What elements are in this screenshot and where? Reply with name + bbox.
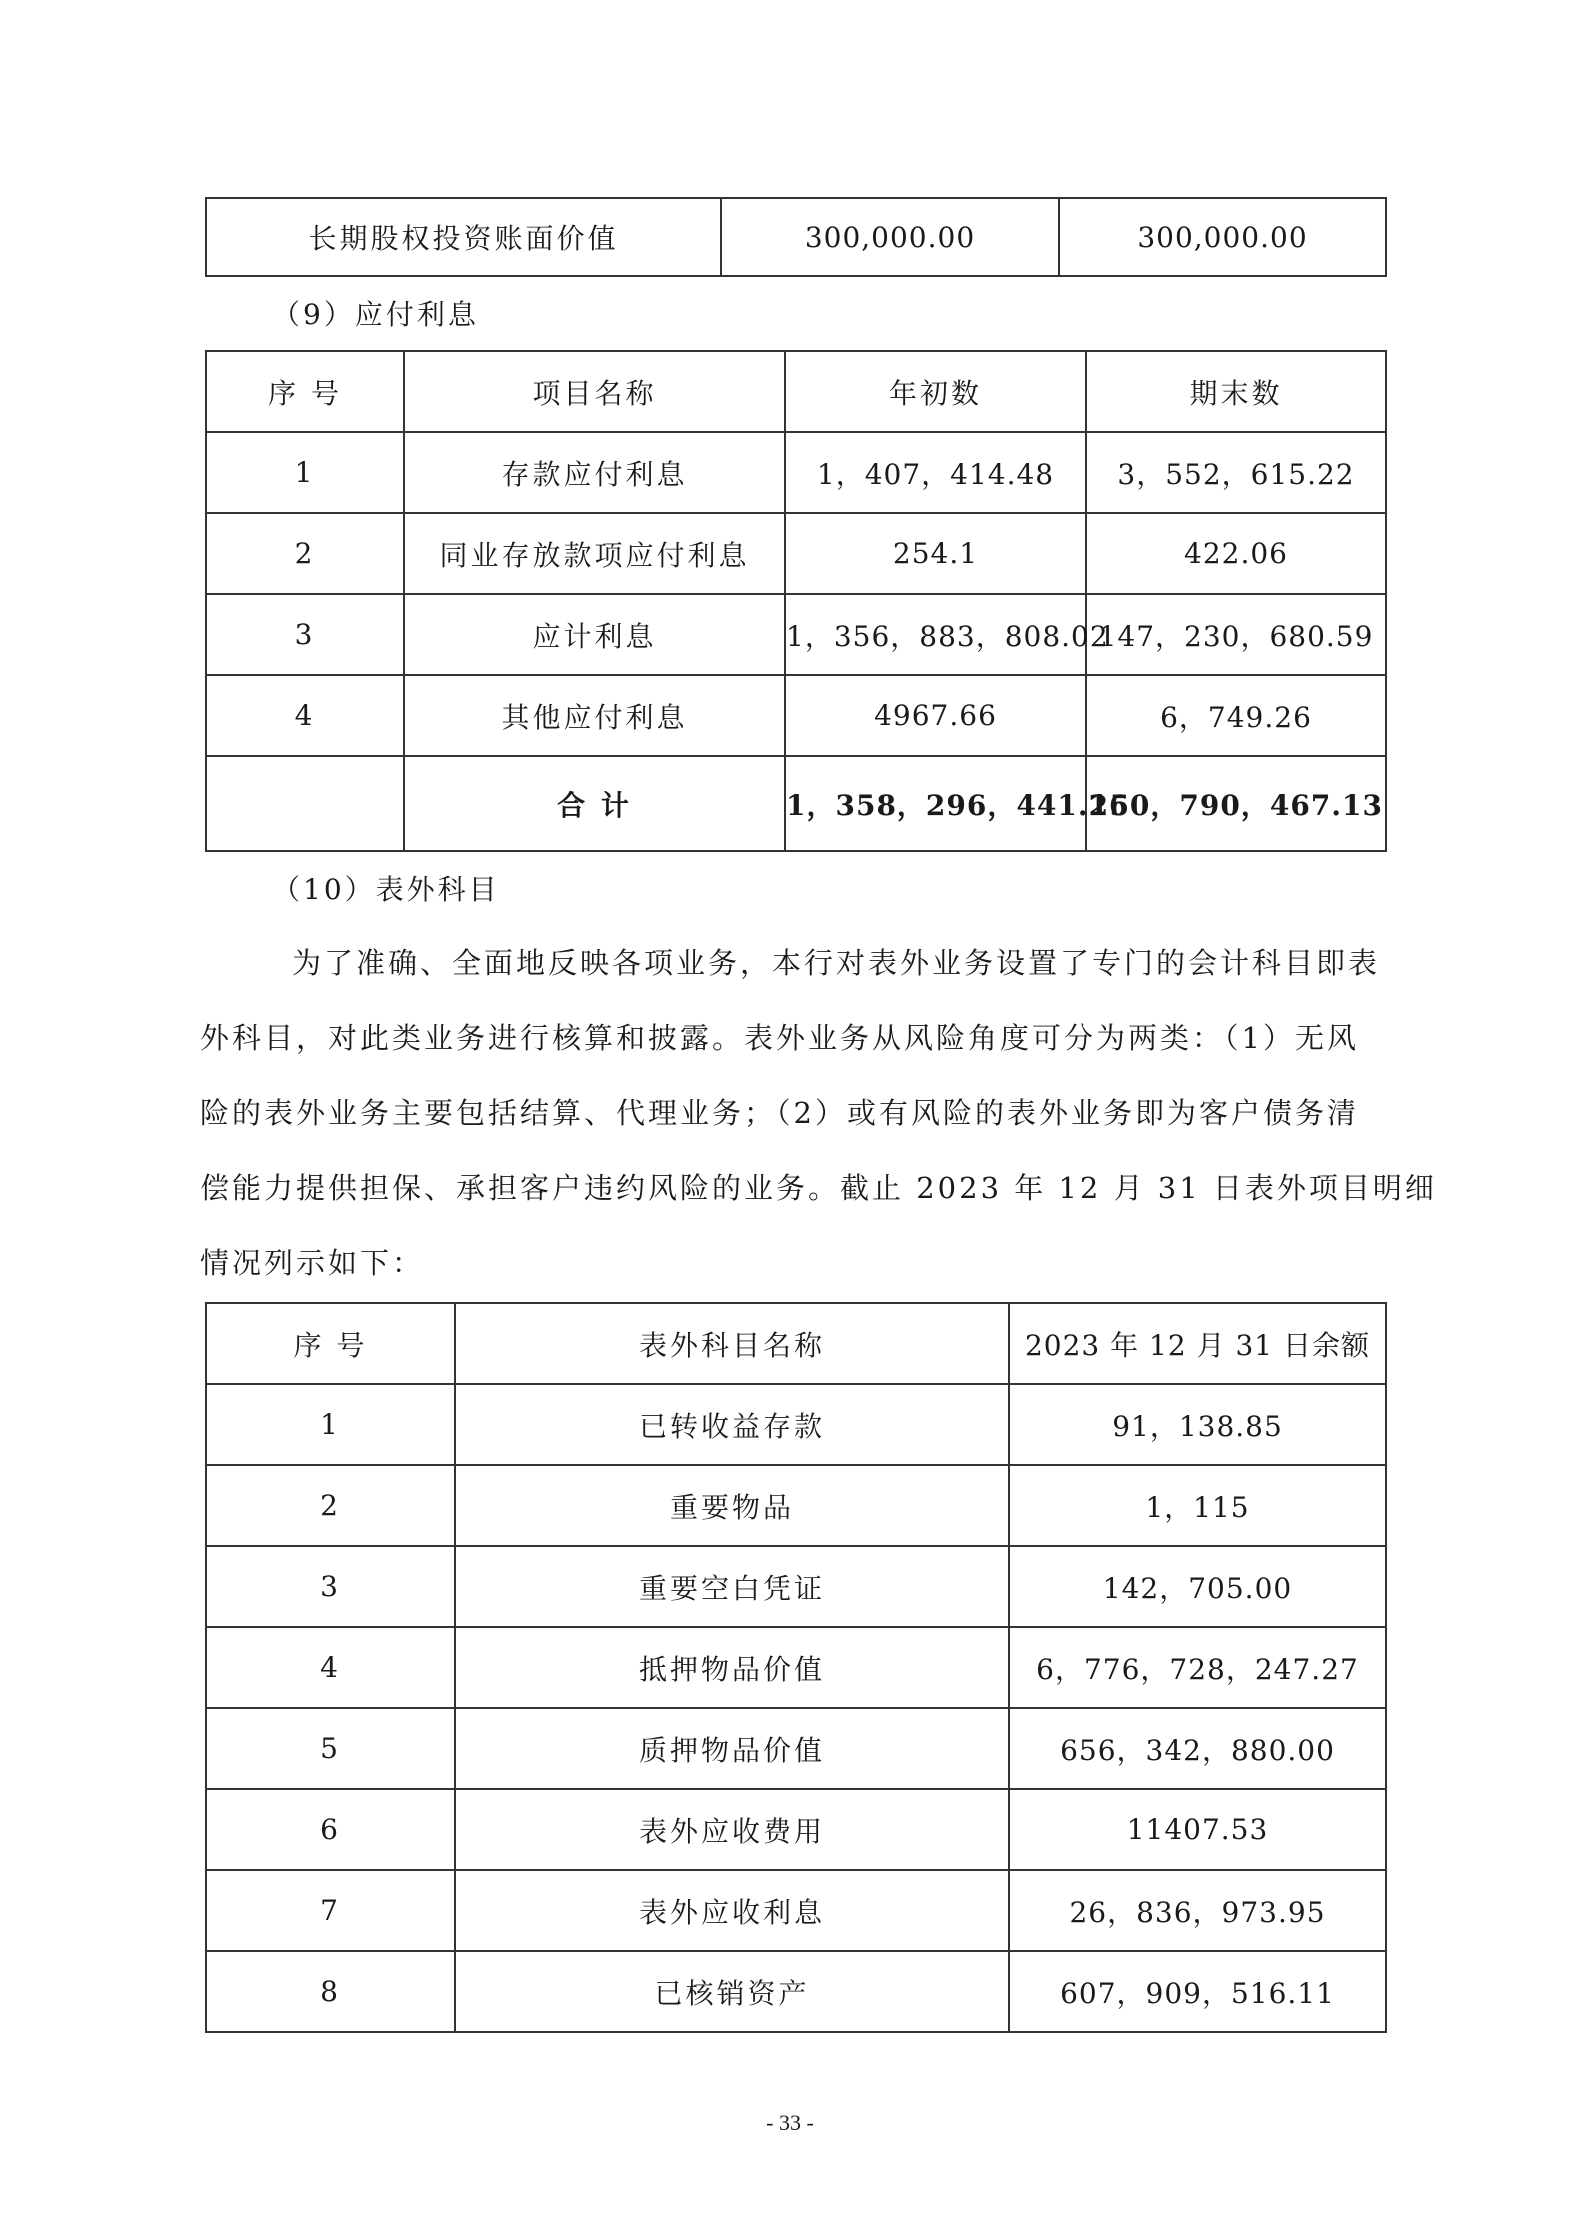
row-number: 1: [206, 1384, 455, 1465]
row-number: 8: [206, 1951, 455, 2032]
row-number: 3: [206, 594, 404, 675]
total-empty-cell: [206, 756, 404, 851]
table-row: [206, 1789, 1386, 1870]
header-cell: 项目名称: [404, 351, 785, 432]
off-balance-paragraph: [200, 926, 1437, 1301]
paragraph-line: 为了准确、全面地反映各项业务，本行对表外业务设置了专门的会计科目即表: [292, 946, 1381, 980]
end-value: 3，552，615.22: [1086, 432, 1386, 513]
table-header-row: [206, 1303, 1386, 1384]
item-name: 抵押物品价值: [455, 1627, 1009, 1708]
table-row: [206, 1546, 1386, 1627]
table-row: [206, 1465, 1386, 1546]
amount: 1，115: [1009, 1465, 1386, 1546]
header-cell: 序 号: [206, 1303, 455, 1384]
item-name: 其他应付利息: [404, 675, 785, 756]
amount: 6，776，728，247.27: [1009, 1627, 1386, 1708]
amount: 26，836，973.95: [1009, 1870, 1386, 1951]
row-number: 4: [206, 675, 404, 756]
total-row: [206, 756, 1386, 851]
table-row: [206, 198, 1386, 276]
item-name: 重要空白凭证: [455, 1546, 1009, 1627]
table-row: [206, 1870, 1386, 1951]
amount: 91，138.85: [1009, 1384, 1386, 1465]
header-cell: 年初数: [785, 351, 1086, 432]
item-name: 存款应付利息: [404, 432, 785, 513]
end-value: 147，230，680.59: [1086, 594, 1386, 675]
begin-value: 4967.66: [785, 675, 1086, 756]
row-number: 5: [206, 1708, 455, 1789]
amount: 11407.53: [1009, 1789, 1386, 1870]
page-number: - 33 -: [766, 2110, 814, 2135]
row-number: 1: [206, 432, 404, 513]
amount: 142，705.00: [1009, 1546, 1386, 1627]
begin-value: 1，356，883，808.02: [785, 594, 1086, 675]
total-label: 合 计: [404, 756, 785, 851]
amount: 656，342，880.00: [1009, 1708, 1386, 1789]
header-cell: 期末数: [1086, 351, 1386, 432]
table-header-row: [206, 351, 1386, 432]
paragraph-line: 情况列示如下：: [200, 1246, 425, 1280]
end-value: 422.06: [1086, 513, 1386, 594]
item-name: 表外应收利息: [455, 1870, 1009, 1951]
table-row: [206, 1384, 1386, 1465]
item-name: 表外应收费用: [455, 1789, 1009, 1870]
paragraph-line: 外科目，对此类业务进行核算和披露。表外业务从风险角度可分为两类：（1）无风: [200, 1021, 1359, 1055]
equity-investment-table: [205, 197, 1387, 277]
table-row: [206, 432, 1386, 513]
equity-value-2: 300,000.00: [1059, 198, 1386, 276]
item-name: 重要物品: [455, 1465, 1009, 1546]
section-10-heading: （10）表外科目: [272, 873, 500, 906]
header-cell: 2023 年 12 月 31 日余额: [1009, 1303, 1386, 1384]
header-cell: 序 号: [206, 351, 404, 432]
end-value: 6，749.26: [1086, 675, 1386, 756]
begin-value: 254.1: [785, 513, 1086, 594]
paragraph-line: 险的表外业务主要包括结算、代理业务；（2）或有风险的表外业务即为客户债务清: [200, 1096, 1359, 1130]
table-row: [206, 594, 1386, 675]
table-row: [206, 513, 1386, 594]
table-row: [206, 1951, 1386, 2032]
begin-value: 1，407，414.48: [785, 432, 1086, 513]
item-name: 应计利息: [404, 594, 785, 675]
total-begin-value: 1，358，296，441.26: [785, 756, 1086, 851]
row-number: 6: [206, 1789, 455, 1870]
paragraph-line: 偿能力提供担保、承担客户违约风险的业务。截止 2023 年 12 月 31 日表外项目明细: [200, 1171, 1437, 1205]
row-number: 2: [206, 513, 404, 594]
row-number: 2: [206, 1465, 455, 1546]
section-9-heading: （9）应付利息: [272, 298, 479, 331]
amount: 607，909，516.11: [1009, 1951, 1386, 2032]
table-row: [206, 1708, 1386, 1789]
row-number: 7: [206, 1870, 455, 1951]
table-row: [206, 1627, 1386, 1708]
item-name: 同业存放款项应付利息: [404, 513, 785, 594]
header-cell: 表外科目名称: [455, 1303, 1009, 1384]
total-end-value: 150，790，467.13: [1086, 756, 1386, 851]
interest-payable-table: [205, 350, 1387, 852]
row-number: 4: [206, 1627, 455, 1708]
row-number: 3: [206, 1546, 455, 1627]
item-name: 已核销资产: [455, 1951, 1009, 2032]
off-balance-table: [205, 1302, 1387, 2033]
item-name: 质押物品价值: [455, 1708, 1009, 1789]
table-row: [206, 675, 1386, 756]
equity-value-1: 300,000.00: [721, 198, 1059, 276]
item-name: 已转收益存款: [455, 1384, 1009, 1465]
equity-label: 长期股权投资账面价值: [206, 198, 721, 276]
